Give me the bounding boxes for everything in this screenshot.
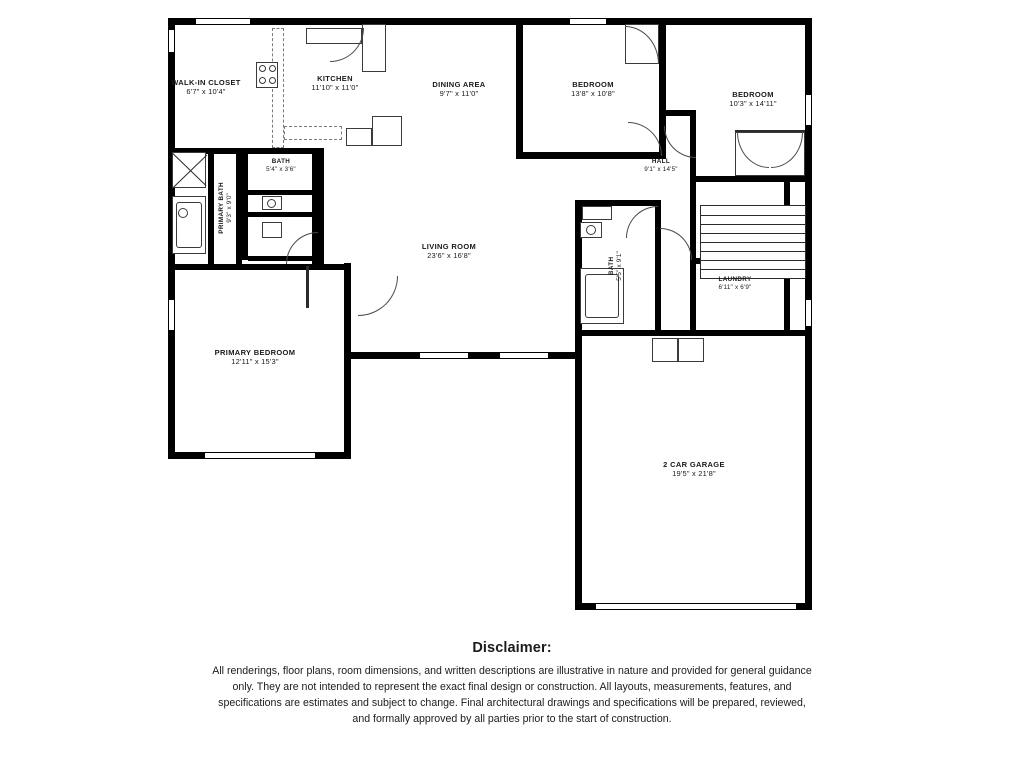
room-label-bath-1: BATH 5'4" x 3'6" xyxy=(266,158,296,173)
bath1-toilet xyxy=(262,222,282,238)
bath1-sink-basin xyxy=(267,199,276,208)
wall-primary-bath-right xyxy=(208,148,214,270)
room-label-garage: 2 CAR GARAGE 19'5" x 21'8" xyxy=(663,460,725,479)
primary-bath-sink xyxy=(178,208,188,218)
kitchen-island-dashed xyxy=(284,126,342,140)
wall-stairs-top xyxy=(696,176,808,182)
door-leaf-primary-bedroom xyxy=(306,266,309,308)
room-label-walk-in-closet: WALK-IN CLOSET 6'7" x 10'4" xyxy=(171,78,241,97)
window-top-left xyxy=(196,18,250,25)
room-label-dining-area: DINING AREA 9'7" x 11'0" xyxy=(432,80,486,99)
room-label-primary-bedroom: PRIMARY BEDROOM 12'11" x 15'3" xyxy=(214,348,296,367)
window-living-south-a xyxy=(420,352,468,359)
room-label-bath-2: BATH 5'5" x 9'1" xyxy=(608,251,623,281)
pantry-closet xyxy=(362,24,386,72)
door-swing-bedroom2-hall xyxy=(628,122,662,156)
door-swing-primary-bath xyxy=(286,232,318,264)
kitchen-refrigerator xyxy=(372,116,402,146)
wall-laundry-bottom xyxy=(690,330,808,336)
wall-primary-bedroom-right xyxy=(344,263,351,459)
disclaimer-body: All renderings, floor plans, room dimensions, and written descriptions are illustrative in nature and provided for general guidance only. They are not intended to represent the exact final design or construction. All layouts, measurements, features, and specifications are estimates and subject to change. Final architectural drawings and specifications will be prepared, reviewed, and formally approved by all parties prior to the start of construction. xyxy=(212,665,812,726)
wall-hall-top xyxy=(659,110,695,116)
dryer xyxy=(678,338,704,362)
wall-exterior-right-garage xyxy=(805,338,812,610)
window-bottom-primary xyxy=(205,452,315,459)
wall-bath1-mid xyxy=(248,212,312,217)
wall-bath2-bottom xyxy=(575,330,661,336)
room-label-bedroom-2: BEDROOM 13'8" x 10'8" xyxy=(571,80,615,99)
wall-bedroom2-right xyxy=(659,18,666,118)
bath2-sink-basin xyxy=(586,225,596,235)
window-top-dining xyxy=(570,18,606,25)
wall-primary-bath-bottom xyxy=(168,264,316,270)
kitchen-sink xyxy=(346,128,372,146)
door-swing-laundry xyxy=(660,228,692,260)
stairs xyxy=(700,205,806,279)
door-swing-primary-bedroom xyxy=(358,276,398,316)
window-right-bedroom3-b xyxy=(805,300,812,326)
window-living-south-b xyxy=(500,352,548,359)
window-left-primary-bedroom xyxy=(168,300,175,330)
wall-bath1-bottom xyxy=(242,190,318,195)
washer xyxy=(652,338,678,362)
room-label-living-room: LIVING ROOM 23'6" x 16'8" xyxy=(421,242,477,261)
room-label-primary-bath: PRIMARY BATH 9'3" x 9'0" xyxy=(218,182,233,234)
door-swing-bath2 xyxy=(626,206,658,238)
range-burner-2 xyxy=(269,65,276,72)
wall-exterior-left-lower xyxy=(168,270,175,452)
disclaimer-heading: Disclaimer: xyxy=(472,640,552,656)
room-label-bedroom-3: BEDROOM 10'3" x 14'11" xyxy=(729,90,777,109)
bath2-linen-closet xyxy=(582,206,612,220)
door-swing-bedroom3-hall xyxy=(664,126,696,158)
pantry-door-swing xyxy=(330,28,364,62)
range-burner-1 xyxy=(259,65,266,72)
wall-exterior-top xyxy=(168,18,812,25)
window-left-closet xyxy=(168,30,175,52)
room-label-hall: HALL 9'1" x 14'5" xyxy=(644,158,678,173)
room-label-kitchen: KITCHEN 11'10" x 11'0" xyxy=(311,74,359,93)
room-label-laundry: LAUNDRY 6'11" x 6'9" xyxy=(718,276,752,291)
wall-hall-right xyxy=(690,155,696,335)
disclaimer-block xyxy=(0,640,1024,727)
garage-door xyxy=(596,603,796,610)
